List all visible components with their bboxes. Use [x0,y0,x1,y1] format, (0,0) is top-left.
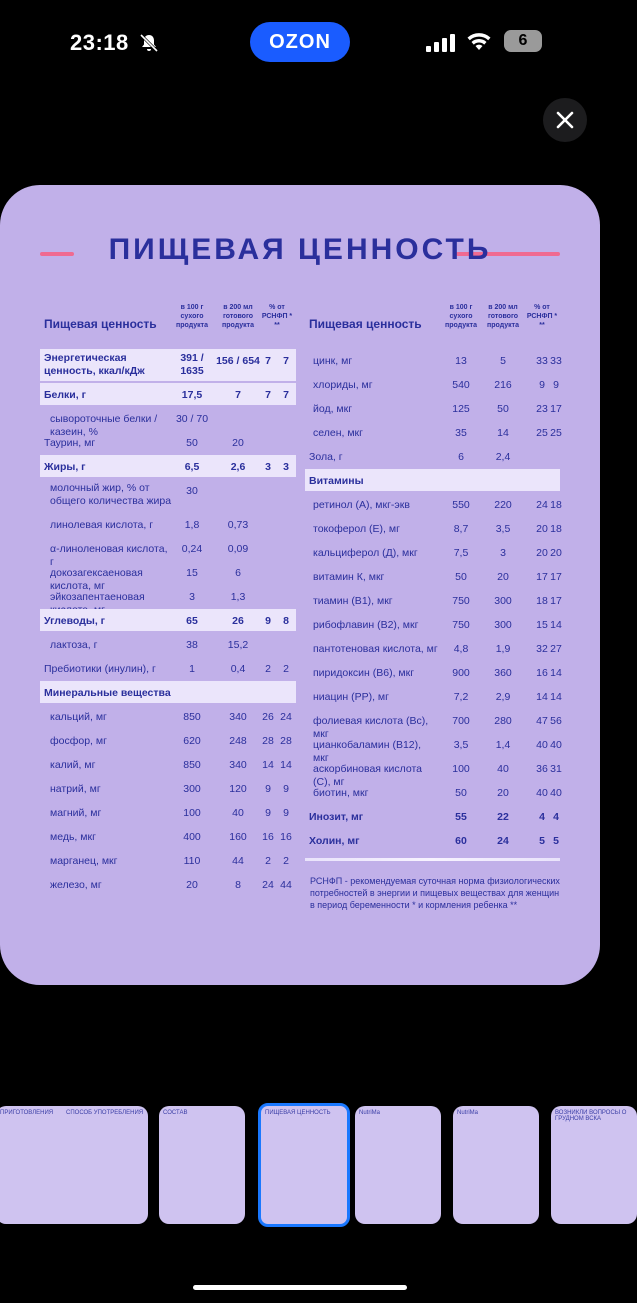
cell-v3: 14 [536,691,548,703]
cell-v3: 9 [265,783,271,795]
cell-v3: 4 [539,811,545,823]
cell-v1: 700 [452,715,470,727]
battery-indicator: 6 [504,30,542,52]
cell-v2: 120 [229,783,247,795]
table-row [305,565,560,589]
row-name: ниацин (РР), мг [313,691,389,703]
cell-v4: 56 [550,715,562,727]
table-row [305,469,560,493]
cell-v2: 26 [232,615,244,627]
cell-v1: 7,5 [453,547,469,559]
table-row [40,849,296,873]
row-name: α-линоленовая кислота, г [50,543,168,568]
cell-v4: 40 [550,787,562,799]
cell-v2: 44 [232,855,244,867]
cell-v4: 8 [283,615,289,627]
cell-v1: 3 [189,591,195,603]
header-col-pct: % от РСНФП * ** [526,304,558,329]
cell-v3: 24 [536,499,548,511]
cell-v2: 220 [494,499,512,511]
row-name: эйкозапентаеновая [50,591,145,603]
cell-v1: 850 [183,759,201,771]
cell-v3: 16 [536,667,548,679]
thumbnail-label: NutriMa [457,1110,479,1116]
cell-v2: 0,4 [230,663,246,675]
header-col-200ml: в 200 мл готового продукта [487,304,519,329]
cell-v1: 50 [455,787,467,799]
table-row [40,873,296,897]
cell-v4: 25 [550,427,562,439]
row-name: витамин К, мкг [313,571,385,583]
cell-v2: 14 [497,427,509,439]
table-row [305,805,560,829]
signal-icon [426,34,456,52]
cell-v1: 50 [455,571,467,583]
clock: 23:18 [70,30,129,55]
cell-v1: 38 [186,639,198,651]
cell-v2: 15,2 [227,639,249,651]
cell-v1: 13 [455,355,467,367]
page-title: ПИЩЕВАЯ ЦЕННОСТЬ [108,233,492,266]
cell-v3: 9 [265,615,271,627]
cell-v2: 22 [497,811,509,823]
cell-v4: 28 [280,735,292,747]
row-name: Витамины [309,475,364,487]
row-name: хлориды, мг [313,379,373,391]
table-row [40,825,296,849]
cell-v2: 1,4 [495,739,511,751]
cell-v4: 7 [283,355,289,367]
cell-v4: 44 [280,879,292,891]
row-name: линолевая кислота, г [50,519,154,531]
cell-v1: 30 / 70 [175,413,209,425]
divider [305,858,560,861]
row-name: натрий, мг [50,783,101,795]
cell-v3: 32 [536,643,548,655]
cell-v3: 23 [536,403,548,415]
table-row [305,349,560,373]
cell-v3: 24 [262,879,274,891]
cell-v4: 20 [550,547,562,559]
cell-v1: 7,2 [453,691,469,703]
cell-v1: 900 [452,667,470,679]
thumbnail[interactable] [62,1106,148,1224]
cell-v1: 540 [452,379,470,391]
cell-v2: 0,73 [227,519,249,531]
thumbnail-label: СПОСОБ УПОТРЕБЛЕНИЯ [66,1110,144,1116]
cell-v1: 550 [452,499,470,511]
cell-v4: 17 [550,571,562,583]
cell-v4: 27 [550,643,562,655]
cell-v1: 65 [186,615,198,627]
table-row [40,561,296,592]
nutrition-table-right [305,303,562,847]
cell-v1: 110 [183,855,201,867]
cell-v3: 40 [536,787,548,799]
cell-v2: 20 [497,787,509,799]
cell-v4: 24 [280,711,292,723]
table-row [40,349,296,383]
cell-v3: 36 [536,763,548,775]
cell-v1: 100 [183,807,201,819]
row-name: Пребиотики (инулин), г [44,663,156,675]
cell-v4: 9 [283,783,289,795]
row-name: марганец, мкг [50,855,118,867]
cell-v4: 16 [280,831,292,843]
table-row [40,383,296,407]
cell-v1: 400 [183,831,201,843]
thumbnail-label: СОСТАВ [163,1110,188,1116]
table-row [305,517,560,541]
cell-v2: 216 [494,379,512,391]
row-name: магний, мг [50,807,102,819]
cell-v3: 26 [262,711,274,723]
header-name: Пищевая ценность [309,317,422,331]
row-name: пантотеновая кислота, мг [313,643,438,655]
cell-v1: 6 [458,451,464,463]
table-row [305,541,560,565]
cell-v3: 20 [536,523,548,535]
table-row [40,431,296,455]
cell-v1: 55 [455,811,467,823]
cell-v2: 300 [494,595,512,607]
header-col-pct: % от РСНФП * ** [261,304,293,329]
table-row [40,407,296,438]
cell-v2: 248 [229,735,247,747]
cell-v1: 300 [183,783,201,795]
close-button[interactable] [543,98,587,142]
cell-v3: 7 [265,389,271,401]
row-name: фосфор, мг [50,735,107,747]
thumbnail[interactable] [551,1106,637,1224]
table-row [40,777,296,801]
thumbnail[interactable] [159,1106,245,1224]
wifi-icon [466,32,492,52]
cell-v3: 40 [536,739,548,751]
cell-v2: 340 [229,711,247,723]
cell-v3: 2 [265,855,271,867]
cell-v2: 5 [500,355,506,367]
cell-v1: 8,7 [453,523,469,535]
cell-v3: 15 [536,619,548,631]
row-name: Жиры, г [44,461,86,473]
cell-v3: 9 [265,807,271,819]
thumbnail[interactable] [355,1106,441,1224]
table-row [40,479,296,513]
header-col-100g: в 100 г сухого продукта [176,304,208,329]
nutrition-table-left [40,303,296,891]
table-row [40,753,296,777]
cell-v2: 300 [494,619,512,631]
cell-v3: 18 [536,595,548,607]
table-row [40,705,296,729]
cell-v4: 40 [550,739,562,751]
cell-v1: 850 [183,711,201,723]
row-name: токоферол (Е), мг [313,523,400,535]
row-name: Углеводы, г [44,615,106,627]
cell-v4: 2 [283,663,289,675]
cell-v2: 2,9 [495,691,511,703]
row-name: пиридоксин (В6), мкг [313,667,415,679]
row-name: Инозит, мг [309,811,364,823]
cell-v1: 3,5 [453,739,469,751]
table-row [40,585,296,609]
cell-v4: 9 [553,379,559,391]
cell-v1: 620 [183,735,201,747]
cell-v3: 9 [539,379,545,391]
home-indicator[interactable] [193,1285,407,1290]
row-name: медь, мкг [50,831,96,843]
table-row [305,685,560,709]
cell-v4: 4 [553,811,559,823]
cell-v1: 125 [452,403,470,415]
table-row [305,397,560,421]
table-row [305,421,560,445]
cell-v4: 17 [550,403,562,415]
row-name: ретинол (А), мкг-экв [313,499,410,511]
cell-v2: 40 [232,807,244,819]
table-row [40,455,296,479]
table-row [305,709,562,740]
cell-v2: 20 [232,437,244,449]
cell-v2: 360 [494,667,512,679]
table-row [40,513,296,537]
cell-v3: 7 [265,355,271,367]
bell-muted-icon [138,32,160,54]
cell-v3: 33 [536,355,548,367]
cell-v2: 2,4 [495,451,511,463]
cell-v2: 340 [229,759,247,771]
cell-v3: 28 [262,735,274,747]
cell-v4: 14 [550,667,562,679]
thumbnail-label: ВОЗНИКЛИ ВОПРОСЫ О ГРУДНОМ ВСКА [555,1110,627,1122]
row-name: кальций, мг [50,711,107,723]
row-name: докозагексаеновая кислота, мг [50,567,143,592]
cell-v2: 40 [497,763,509,775]
cell-v2: 280 [494,715,512,727]
cell-v3: 2 [265,663,271,675]
cell-v2: 156 / 654 [216,355,260,367]
cell-v1: 750 [452,595,470,607]
cell-v1: 4,8 [453,643,469,655]
row-name: аскорбиновая кислота (С), мг [313,763,422,788]
row-name: селен, мкг [313,427,363,439]
cell-v1: 30 [186,485,198,497]
table-row [305,733,562,764]
row-name: тиамин (В1), мкг [313,595,393,607]
thumbnail-label: ПИЩЕВАЯ ЦЕННОСТЬ [265,1110,331,1116]
table-row [40,801,296,825]
header-col-100g: в 100 г сухого продукта [445,304,477,329]
close-icon [556,111,574,129]
row-name: цинк, мг [313,355,353,367]
row-name: фолиевая кислота (Вс), мкг [313,715,429,740]
table-row [305,445,560,469]
cell-v4: 7 [283,389,289,401]
table-row [305,637,560,661]
table-row [40,681,296,705]
row-name: Белки, г [44,389,86,401]
cell-v4: 18 [550,523,562,535]
cell-v1: 15 [186,567,198,579]
cell-v2: 6 [235,567,241,579]
row-name: лактоза, г [50,639,98,651]
cell-v3: 47 [536,715,548,727]
cell-v4: 17 [550,595,562,607]
table-row [305,589,560,613]
cell-v3: 16 [262,831,274,843]
cell-v1: 0,24 [181,543,203,555]
row-name: калий, мг [50,759,96,771]
cell-v1: 6,5 [184,461,200,473]
cell-v2: 3,5 [495,523,511,535]
cell-v3: 25 [536,427,548,439]
cell-v4: 3 [283,461,289,473]
cell-v2: 24 [497,835,509,847]
row-name: цианкобаламин (В12), мкг [313,739,422,764]
row-name: Минеральные вещества [44,687,171,699]
cell-v2: 20 [497,571,509,583]
cell-v3: 5 [539,835,545,847]
cell-v2: 8 [235,879,241,891]
cell-v3: 20 [536,547,548,559]
product-image-card[interactable] [0,185,600,985]
row-name: Энергетическая ценность, ккал/кДж [44,352,145,377]
cell-v1: 35 [455,427,467,439]
table-row [40,537,296,568]
row-name: йод, мкг [313,403,353,415]
cell-v1: 20 [186,879,198,891]
table-row [305,493,560,517]
row-name: рибофлавин (В2), мкг [313,619,419,631]
app-pill[interactable]: OZON [250,22,350,62]
row-name: Зола, г [309,451,343,463]
cell-v3: 14 [262,759,274,771]
cell-v2: 3 [500,547,506,559]
cell-v3: 3 [265,461,271,473]
cell-v1: 391 / 1635 [180,352,204,377]
footnote: РСНФП - рекомендуемая суточная норма физиологических потребностей в энергии и пищевых веществах для женщин в период беременности * и кормления ребенка ** [310,876,560,910]
cell-v1: 17,5 [181,389,203,401]
table-row [40,609,296,633]
cell-v1: 1 [189,663,195,675]
cell-v2: 1,3 [230,591,246,603]
cell-v4: 5 [553,835,559,847]
thumbnail-label: ПРИГОТОВЛЕНИЯ [0,1110,54,1116]
cell-v3: 17 [536,571,548,583]
cell-v4: 33 [550,355,562,367]
cell-v1: 100 [452,763,470,775]
row-name: Холин, мг [309,835,360,847]
cell-v2: 160 [229,831,247,843]
table-row [40,633,296,657]
cell-v4: 2 [283,855,289,867]
cell-v4: 14 [280,759,292,771]
status-bar [0,28,600,64]
table-header [305,303,560,349]
thumbnail[interactable] [453,1106,539,1224]
thumbnail-label: NutriMa [359,1110,381,1116]
cell-v4: 18 [550,499,562,511]
cell-v1: 1,8 [184,519,200,531]
cell-v4: 14 [550,619,562,631]
header-col-200ml: в 200 мл готового продукта [222,304,254,329]
table-row [40,657,296,681]
row-name: Таурин, мг [44,437,96,449]
row-name: биотин, мкг [313,787,369,799]
table-row [305,661,560,685]
thumbnail[interactable] [258,1103,350,1227]
thumbnail-strip [0,1106,627,1224]
table-row [305,613,560,637]
cell-v4: 9 [283,807,289,819]
table-row [305,829,560,853]
cell-v1: 50 [186,437,198,449]
cell-v2: 0,09 [227,543,249,555]
table-row [40,729,296,753]
table-row [305,373,560,397]
cell-v1: 60 [455,835,467,847]
cell-v4: 14 [550,691,562,703]
table-row [305,781,560,805]
title-row [40,233,560,273]
row-name: кальциферол (Д), мкг [313,547,418,559]
cell-v2: 50 [497,403,509,415]
row-name: железо, мг [50,879,102,891]
cell-v4: 31 [550,763,562,775]
header-name: Пищевая ценность [44,317,157,331]
table-header [40,303,296,349]
cell-v2: 2,6 [230,461,246,473]
cell-v2: 1,9 [495,643,511,655]
table-row [305,757,562,788]
row-name: сывороточные белки / казеин, % [50,413,158,438]
cell-v2: 7 [235,389,241,401]
cell-v1: 750 [452,619,470,631]
row-name: молочный жир, % от общего количества жира [50,482,172,507]
